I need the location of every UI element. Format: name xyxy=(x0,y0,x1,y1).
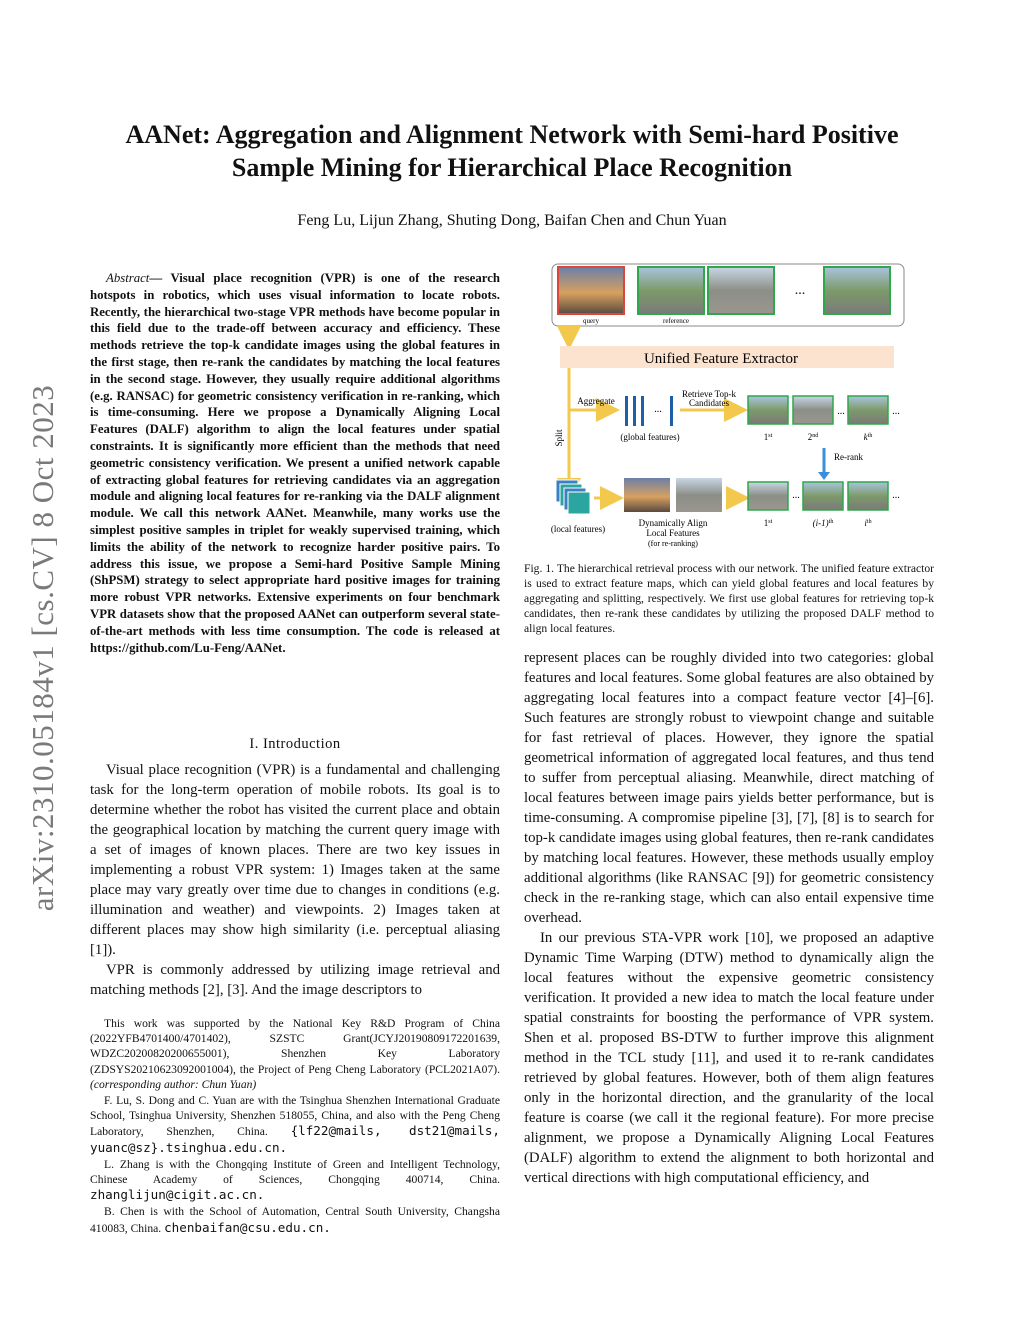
retrieve-label-line-2: Candidates xyxy=(689,398,729,408)
candidate-tail-ellipsis: ... xyxy=(892,406,900,417)
aggregate-label: Aggregate xyxy=(577,396,615,406)
arxiv-stamp xyxy=(20,364,66,932)
footnote-affiliation-tsinghua: F. Lu, S. Dong and C. Yuan are with the Tsinghua Shenzhen International Graduate School, Tsinghua University, Shenzhen 518055, China, and also with the Peng Cheng Laboratory, Shenzhen, China. {lf22@mails, dst21@mails, yuanc@sz}.tsinghua.edu.cn. xyxy=(90,1094,500,1155)
local-features-label: (local features) xyxy=(550,524,606,534)
abstract-label: Abstract xyxy=(106,271,150,285)
reranked-tail-ellipsis: ... xyxy=(892,490,900,501)
query-image xyxy=(558,267,624,314)
intro-paragraph-2: VPR is commonly addressed by utilizing image retrieval and matching methods [2], [3]. And the image descriptors to xyxy=(90,962,500,998)
rank-i-minus-1-label: $(i-1)^{th}$ xyxy=(812,518,834,528)
reference-image-1 xyxy=(638,267,704,314)
footnote-funding: This work was supported by the National Key R&D Program of China (2022YFB4701400/4701402), SZSTC Grant(JCYJ20190809172201639, WDZC20200820200655001), Shenzhen Key Laboratory (ZDSYS20210623092001004), the Project of Peng Cheng Laboratory (PCL2021A07). (corresponding author: Chun Yuan) xyxy=(90,1017,500,1091)
reference-image-3 xyxy=(824,267,890,314)
split-label: Split xyxy=(554,429,564,447)
global-feature-bar-2 xyxy=(633,396,636,426)
rank-1b-label: 1st xyxy=(763,518,773,528)
candidate-image-k xyxy=(848,396,888,424)
global-feature-ellipsis: ... xyxy=(654,404,662,415)
rank-k-label: $k^{th}$ xyxy=(863,432,873,442)
reranked-ellipsis: ... xyxy=(792,490,800,501)
global-feature-bar-3 xyxy=(641,396,644,426)
reranked-image-1 xyxy=(748,482,788,510)
candidate-ellipsis: ... xyxy=(837,406,845,417)
intro-paragraph-1: Visual place recognition (VPR) is a fundamental and challenging task for the long-term operation of mobile robots. Its goal is to determine whether the robot has visited the current place and obtain the geographical location by matching the current query image with a set of images of known places. There are two key issues in implementing a robust VPR system: 1) Images taken at the same place may vary greatly over time due to changes in conditions (e.g. illumination and weather) and viewpoints. 2) Images taken at different places may show high similarity (i.e. perceptual aliasing [1]). xyxy=(90,762,500,958)
reranked-image-i xyxy=(848,482,888,510)
rank-2-label: 2nd xyxy=(807,432,819,442)
rerank-label: Re-rank xyxy=(834,452,863,462)
rerank-arrowhead xyxy=(818,472,830,480)
extractor-label: Unified Feature Extractor xyxy=(643,351,799,367)
align-label-line-2: Local Features xyxy=(646,528,700,538)
paper-title xyxy=(60,118,964,184)
candidate-image-2 xyxy=(793,396,833,424)
abstract-text: — Visual place recognition (VPR) is one of the research hotspots in robotics, which uses visual information to locate robots. Recently, the hierarchical two-stage VPR methods have become popular in this field due to the trade-off between accuracy and efficiency. These methods retrieve the top-k candidate images using the global features in the first stage, then re-rank the candidates by matching the local features in the second stage. However, they usually require additional algorithms (e.g. RANSAC) for geometric consistency verification in re-ranking, which is time-consuming. Here we propose a Dynamically Aligning Local Features (DALF) algorithm to align the local features under spatial constraints. It is significantly more efficient than the methods that need geometric consistency verification. We present a unified network capable of extracting global features for retrieving candidates via an aggregation module and aligning local features for re-ranking via the DALF alignment module. We call this network AANet. Meanwhile, many works use the simplest positive samples in triplet for weakly supervised training, which limits the ability of the network to recognize harder positive pairs. To address this issue, we propose a Semi-hard Positive Sample Mining (ShPSM) strategy to select appropriate hard positive images for training more robust VPR networks. Extensive experiments on four benchmark VPR datasets show that the proposed AANet can outperform several state-of-the-art methods with less time consumption. The code is released at https://github.com/Lu-Feng/AANet. xyxy=(90,271,500,655)
candidate-image-1 xyxy=(748,396,788,424)
title-line-2: Sample Mining for Hierarchical Place Recognition xyxy=(231,153,793,182)
figure-1-caption: Fig. 1. The hierarchical retrieval process with our network. The unified feature extractor is used to extract feature maps, which can yield global features and local features by aggregating and splitting, respectively. We first use global features for retrieving top-k candidates, then re-rank these candidates by utilizing the proposed DALF method to align local features. xyxy=(524,562,934,635)
footnote-affiliation-cigit: L. Zhang is with the Chongqing Institute of Green and Intelligent Technology, Chinese Academy of Sciences, Chongqing 400714, China. zhanglijun@cigit.ac.cn. xyxy=(90,1157,500,1203)
title-line-1: AANet: Aggregation and Alignment Network with Semi-hard Positive xyxy=(125,120,899,149)
global-features-label: (global features) xyxy=(620,432,680,442)
intro-right-column xyxy=(524,648,934,1188)
align-reference-image xyxy=(676,478,722,512)
reference-image-2 xyxy=(708,267,774,314)
reranked-image-i-1 xyxy=(803,482,843,510)
intro-left-column xyxy=(90,760,500,1000)
global-feature-bar-4 xyxy=(670,396,673,426)
reference-ellipsis: ... xyxy=(794,283,806,298)
rank-1-label: 1st xyxy=(763,432,773,442)
intro-paragraph-4: In our previous STA-VPR work [10], we proposed an adaptive Dynamic Time Warping (DTW) method to dynamically align the local features without the expensive geometric consistency verification. It provided a new idea to match the local feature under spatial constraints for boosting the performance of VPR system. Shen et al. proposed BS-DTW to further improve this alignment method in the TCL study [11], and used it to re-rank candidates retrieved by global features. However, both of them align features only in the horizontal direction, and the granularity of the local feature is coarse (we call it the regional feature). For more precise alignment, we propose a Dynamically Aligning Local Features (DALF) algorithm to extend the alignment to both horizontal and vertical directions with high computational efficiency, and xyxy=(524,930,934,1186)
arxiv-stamp-text: arXiv:2310.05184v1 [cs.CV] 8 Oct 2023 xyxy=(25,384,60,912)
align-label-line-1: Dynamically Align xyxy=(638,518,708,528)
reference-label: reference xyxy=(662,317,690,325)
figure-1-diagram xyxy=(548,262,908,552)
footnotes xyxy=(90,1016,500,1237)
align-label-line-3: (for re-ranking) xyxy=(648,539,698,548)
global-feature-bar-1 xyxy=(625,396,628,426)
query-label: query xyxy=(583,317,599,325)
section-heading-introduction: I. Introduction xyxy=(249,736,341,752)
align-query-image xyxy=(624,478,670,512)
footnote-affiliation-csu: B. Chen is with the School of Automation, Central South University, Changsha 410083, China. chenbaifan@csu.edu.cn. xyxy=(90,1205,500,1235)
rank-i-label: $i^{th}$ xyxy=(864,518,872,528)
local-feature-stack-4 xyxy=(568,492,590,514)
author-list: Feng Lu, Lijun Zhang, Shuting Dong, Baifan Chen and Chun Yuan xyxy=(297,212,727,229)
retrieve-label-line-1: Retrieve Top-k xyxy=(682,389,736,399)
abstract xyxy=(90,270,500,656)
intro-paragraph-3: represent places can be roughly divided into two categories: global features and local features. Some global features are also obtained by aggregating local features into a compact feature vector [4]–[6]. Such features are strongly robust to viewpoint change and suitable for fast retrieval of places. However, they ignore the spatial geometrical information of aggregated local features, and thus tend to suffer from perceptual aliasing. Meanwhile, direct matching of local features between image pairs yields better performance, but is time-consuming. A compromise pipeline [3], [7], [8] is to search for top-k candidate images using global features, then re-rank candidates by matching local features. However, these methods usually employ additional algorithms (like RANSAC [9]) for geometric consistency check in the re-ranking stage, which can also entail expensive time overhead. xyxy=(524,650,934,926)
